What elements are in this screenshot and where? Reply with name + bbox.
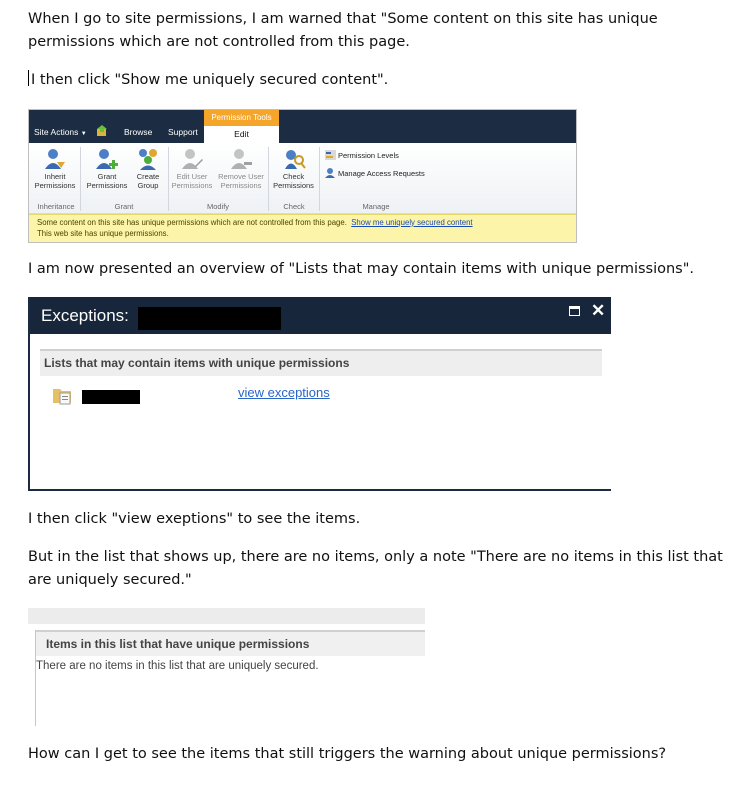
- question-paragraph-3: I am now presented an overview of "Lists that may contain items with unique permissions".: [28, 261, 695, 277]
- permission-levels-button[interactable]: Permission Levels: [325, 150, 399, 160]
- redacted-site-name: [138, 307, 281, 330]
- question-paragraph-1: When I go to site permissions, I am warned that "Some content on this site has unique permissions which are not controlled from this page.: [28, 11, 658, 50]
- question-paragraph-4: I then click "view exeptions" to see the items.: [28, 511, 361, 527]
- warning-line-1: Some content on this site has unique permissions which are not controlled from this page. Show me uniquely secured content: [37, 218, 473, 227]
- question-paragraph-5: But in the list that shows up, there are no items, only a note "There are no items in this list that are uniquely secured.": [28, 549, 723, 588]
- user-edit-icon: [180, 148, 204, 170]
- create-group-button[interactable]: Create Group: [133, 148, 163, 190]
- group-label-check: Check: [283, 202, 305, 211]
- show-uniquely-secured-content-link[interactable]: Show me uniquely secured content: [351, 218, 473, 227]
- permission-levels-icon: [325, 150, 336, 160]
- group-label-inheritance: Inheritance: [37, 202, 75, 211]
- support-tab[interactable]: Support: [168, 127, 198, 137]
- unique-permissions-warning: [29, 214, 576, 243]
- users-icon: [43, 148, 67, 170]
- remove-user-permissions-button[interactable]: Remove User Permissions: [216, 148, 266, 190]
- manage-access-requests-button[interactable]: Manage Access Requests: [325, 168, 425, 178]
- ribbon-screenshot: [28, 109, 577, 243]
- navigate-up-icon[interactable]: [96, 125, 110, 139]
- chevron-down-icon: ▼: [80, 131, 87, 137]
- redacted-list-name: [82, 390, 140, 404]
- check-permissions-button[interactable]: Check Permissions: [271, 148, 316, 190]
- site-actions-menu[interactable]: Site Actions ▼: [34, 127, 87, 137]
- list-panel-screenshot: [28, 608, 425, 726]
- question-paragraph-6: How can I get to see the items that still triggers the warning about unique permissions?: [28, 746, 667, 762]
- edit-user-permissions-button[interactable]: Edit User Permissions: [169, 148, 215, 190]
- lists-section-header: [40, 349, 602, 376]
- paragraph-2-text: I then click "Show me uniquely secured content".: [31, 72, 389, 88]
- maximize-icon[interactable]: [569, 306, 580, 316]
- user-add-icon: [95, 148, 119, 170]
- ribbon-body: [29, 143, 576, 214]
- group-label-grant: Grant: [114, 202, 134, 211]
- text-caret: [28, 70, 29, 86]
- group-icon: [136, 148, 160, 170]
- warning-line-2: This web site has unique permissions.: [37, 229, 169, 238]
- exceptions-dialog-screenshot: [28, 297, 611, 491]
- group-label-manage: Manage: [362, 202, 390, 211]
- list-top-strip: [28, 608, 425, 624]
- inherit-permissions-button[interactable]: Inherit Permissions: [32, 148, 78, 190]
- lists-section-title: Lists that may contain items with unique permissions: [44, 356, 350, 370]
- group-label-modify: Modify: [206, 202, 230, 211]
- question-paragraph-2: [28, 69, 728, 92]
- key-check-icon: [282, 148, 306, 170]
- unique-items-header: [36, 630, 425, 656]
- ribbon-top-bar: [29, 110, 576, 143]
- dialog-title: Exceptions:: [41, 306, 129, 325]
- close-icon[interactable]: ✕: [591, 301, 606, 320]
- permission-tools-label: Permission Tools: [204, 110, 279, 126]
- view-exceptions-link[interactable]: view exceptions: [238, 385, 330, 400]
- unique-items-title: Items in this list that have unique permissions: [46, 637, 310, 651]
- grant-permissions-button[interactable]: Grant Permissions: [84, 148, 130, 190]
- user-remove-icon: [229, 148, 253, 170]
- access-requests-icon: [325, 168, 336, 178]
- browse-tab[interactable]: Browse: [124, 127, 153, 137]
- no-items-note: There are no items in this list that are uniquely secured.: [36, 660, 319, 672]
- list-folder-icon: [52, 385, 74, 410]
- edit-tab[interactable]: Edit: [204, 126, 279, 143]
